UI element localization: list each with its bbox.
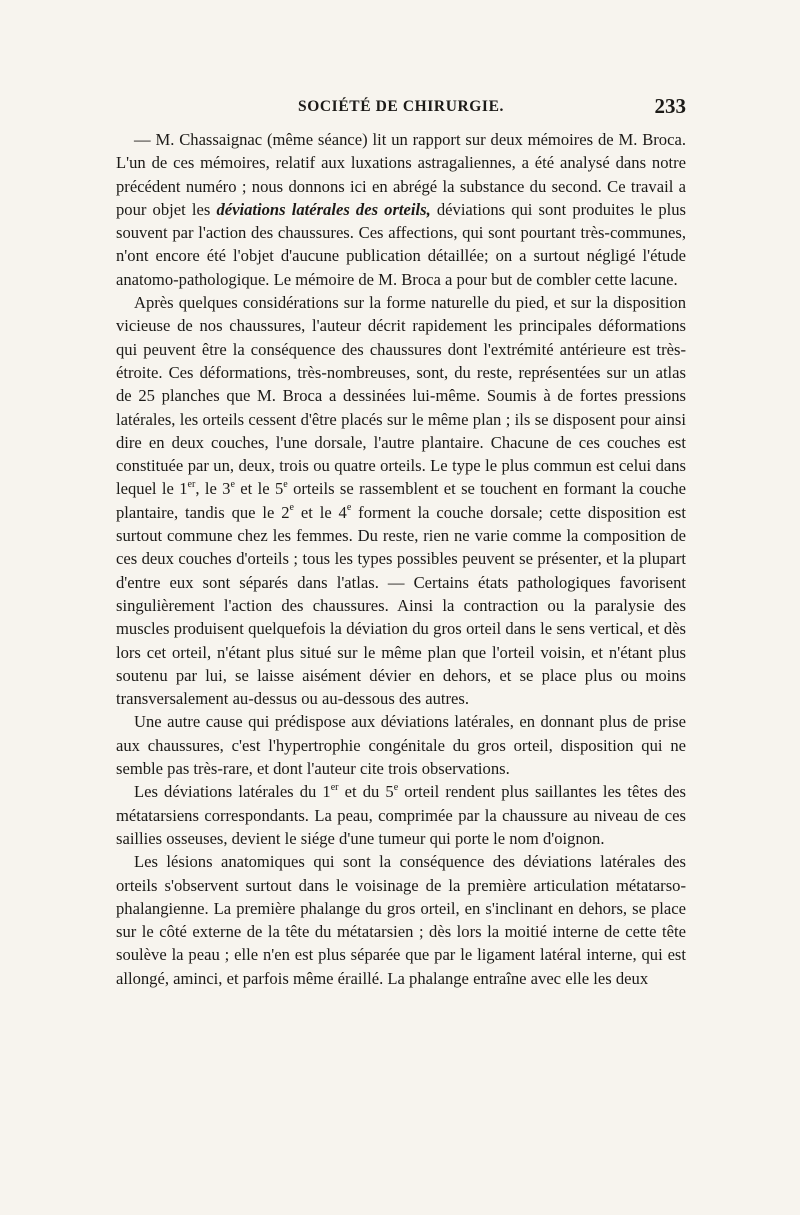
paragraph-1-text-b: déviations qui sont produites le plus souvent par l'action des chaussures. Ces affections, qui sont pourtant très-communes, n'ont encore été l'objet d'aucune publication détaillée; on a surtout négligé l'étude anatomo-pathologique. Le mémoire de M. Broca a pour but de combler cette lacune. [116,199,686,289]
paragraph-4-text-c: orteil rendent plus saillantes les têtes des métatarsiens correspondants. La peau, comprimée par la chaussure au niveau de ces saillies osseuses, devient le siége d'une tumeur qui porte le nom d'oignon. [116,782,686,848]
page-header [116,96,686,126]
paragraph-4-sup-2: e [393,781,399,793]
paragraph-2-sup-1: er [187,478,196,490]
paragraph-2-text-b: , le 3 [195,479,231,499]
paragraph-2-text-a: Après quelques considérations sur la forme naturelle du pied, et sur la disposition vicieuse de nos chaussures, l'auteur décrit rapidement les principales déformations qui peuvent être la conséquence des chaussures dont l'extrémité antérieure est très-étroite. Ces déformations, très-nombreuses, sont, du reste, représentées sur un atlas de 25 planches que M. Broca a dessinées lui-même. Soumis à de fortes pressions latérales, les orteils cessent d'être placés sur le même plan ; ils se disposent pour ainsi dire en deux couches, l'une dorsale, l'autre plantaire. Chacune de ces couches est constituée par un, deux, trois ou quatre orteils. Le type le plus commun est celui dans lequel le 1 [116,293,686,499]
paragraph-2-text-d: orteils se rassemblent et se touchent en formant la couche plantaire, tandis que le 2 [116,479,686,522]
paragraph-5: Les lésions anatomiques qui sont la conséquence des déviations latérales des orteils s'observent surtout dans le voisinage de la première articulation métatarso-phalangienne. La première phalange du gros orteil, en s'inclinant en dehors, se place sur le côté externe de la tête du métatarsien ; dès lors la moitié interne de cette tête soulève la peau ; elle n'en est plus séparée que par le ligament latéral interne, qui est allongé, aminci, et parfois même éraillé. La phalange entraîne avec elle les deux [116,852,686,988]
paragraph-2-sup-5: e [346,502,352,514]
paragraph-4-text-b: et du 5 [338,782,394,802]
paragraph-3: Une autre cause qui prédispose aux déviations latérales, en donnant plus de prise aux chaussures, c'est l'hypertrophie congénitale du gros orteil, disposition qui ne semble pas très-rare, et dont l'auteur cite trois observations. [116,712,686,779]
paragraph-2-sup-4: e [289,502,294,514]
paragraph-4-sup-1: er [330,781,339,793]
body-text [116,128,686,990]
paragraph-2-text-e: et le 4 [294,502,347,522]
paragraph-2-sup-3: e [283,478,288,490]
paragraph-1-emphasis: déviations latérales des orteils, [216,199,431,219]
paragraph-2-sup-2: e [230,478,235,490]
paragraph-1-text-a: — M. Chassaignac (même séance) lit un rapport sur deux mémoires de M. Broca. L'un de ces mémoires, relatif aux luxations astragaliennes, a été analysé dans notre précédent numéro ; nous donnons ici en abrégé la substance du second. Ce travail a pour objet les [116,130,686,219]
paragraph-2-text-c: et le 5 [234,479,284,499]
paragraph-1 [116,128,686,291]
running-head: SOCIÉTÉ DE CHIRURGIE. [298,98,504,115]
paragraph-2-text-f: forment la couche dorsale; cette disposition est surtout commune chez les femmes. Du reste, rien ne varie comme la composition de ces deux couches d'orteils ; tous les types possibles peuvent se présenter, et la plupart d'entre eux sont séparés dans l'atlas. — Certains états pathologiques favorisent singulièrement l'action des chaussures. Ainsi la contraction ou la paralysie des muscles produisent quelquefois la déviation du gros orteil dans le sens vertical, et dès lors cet orteil, n'étant plus situé sur le même plan que l'orteil voisin, et n'étant plus soutenu par lui, se laisse aisément dévier en dehors, et se place plus ou moins transversalement au-dessus ou au-dessous des autres. [116,502,686,709]
paragraph-2 [116,291,686,710]
page-number: 233 [654,94,686,118]
paragraph-4 [116,780,686,850]
paragraph-4-text-a: Les déviations latérales du 1 [134,782,331,802]
